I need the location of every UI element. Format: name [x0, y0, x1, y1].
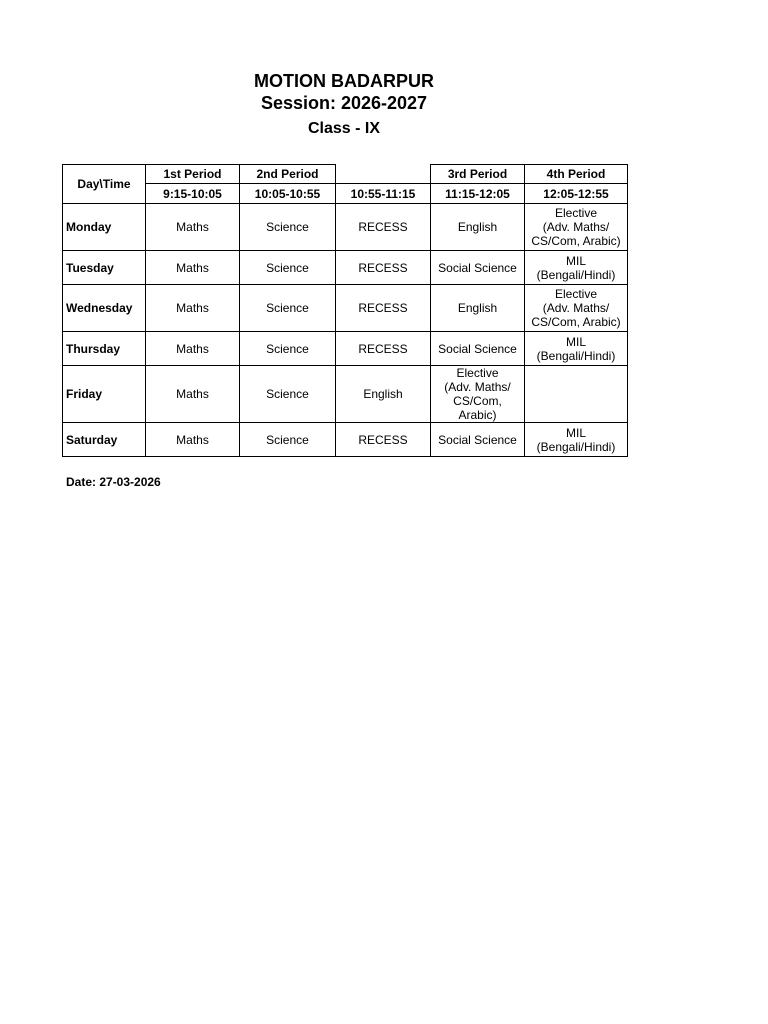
time-header-row [63, 184, 628, 204]
subject-cell: Science [240, 332, 336, 366]
subject-cell: RECESS [336, 285, 431, 332]
subject-cell: English [336, 366, 431, 423]
document-date: Date: 27-03-2026 [66, 475, 161, 489]
subject-cell: Elective (Adv. Maths/ CS/Com, Arabic) [431, 366, 525, 423]
period-header [336, 165, 431, 184]
day-cell: Friday [63, 366, 146, 423]
subject-cell: RECESS [336, 332, 431, 366]
day-cell: Thursday [63, 332, 146, 366]
subject-cell: MIL (Bengali/Hindi) [525, 251, 628, 285]
subject-cell: MIL (Bengali/Hindi) [525, 423, 628, 457]
table-row [63, 204, 628, 251]
period-header: 2nd Period [240, 165, 336, 184]
time-header: 9:15-10:05 [146, 184, 240, 204]
subject-cell: Elective (Adv. Maths/ CS/Com, Arabic) [525, 204, 628, 251]
subject-cell: Maths [146, 332, 240, 366]
session-title: Session: 2026-2027 [260, 93, 428, 113]
period-header: 4th Period [525, 165, 628, 184]
day-cell: Saturday [63, 423, 146, 457]
subject-cell: RECESS [336, 251, 431, 285]
class-title: Class - IX [307, 120, 381, 137]
subject-cell: Elective (Adv. Maths/ CS/Com, Arabic) [525, 285, 628, 332]
subject-cell: English [431, 204, 525, 251]
subject-cell: MIL (Bengali/Hindi) [525, 332, 628, 366]
subject-cell [525, 366, 628, 423]
day-cell: Tuesday [63, 251, 146, 285]
table-row [63, 285, 628, 332]
period-header-row [63, 165, 628, 184]
subject-cell: English [431, 285, 525, 332]
day-cell: Monday [63, 204, 146, 251]
time-header: 10:55-11:15 [336, 184, 431, 204]
subject-cell: Science [240, 366, 336, 423]
subject-cell: Maths [146, 423, 240, 457]
subject-cell: Science [240, 204, 336, 251]
day-cell: Wednesday [63, 285, 146, 332]
subject-cell: Social Science [431, 332, 525, 366]
time-header: 10:05-10:55 [240, 184, 336, 204]
subject-cell: Science [240, 285, 336, 332]
subject-cell: Maths [146, 285, 240, 332]
subject-cell: Maths [146, 366, 240, 423]
subject-cell: RECESS [336, 204, 431, 251]
subject-cell: Science [240, 251, 336, 285]
period-header: 3rd Period [431, 165, 525, 184]
subject-cell: Social Science [431, 423, 525, 457]
time-header: 11:15-12:05 [431, 184, 525, 204]
subject-cell: Maths [146, 204, 240, 251]
subject-cell: Maths [146, 251, 240, 285]
timetable [62, 164, 628, 457]
subject-cell: Social Science [431, 251, 525, 285]
table-row [63, 251, 628, 285]
subject-cell: RECESS [336, 423, 431, 457]
table-row [63, 423, 628, 457]
school-name: MOTION BADARPUR [254, 71, 434, 91]
subject-cell: Science [240, 423, 336, 457]
document-header [0, 70, 688, 140]
period-header: 1st Period [146, 165, 240, 184]
table-row [63, 366, 628, 423]
day-time-header: Day\Time [63, 165, 146, 204]
table-row [63, 332, 628, 366]
time-header: 12:05-12:55 [525, 184, 628, 204]
